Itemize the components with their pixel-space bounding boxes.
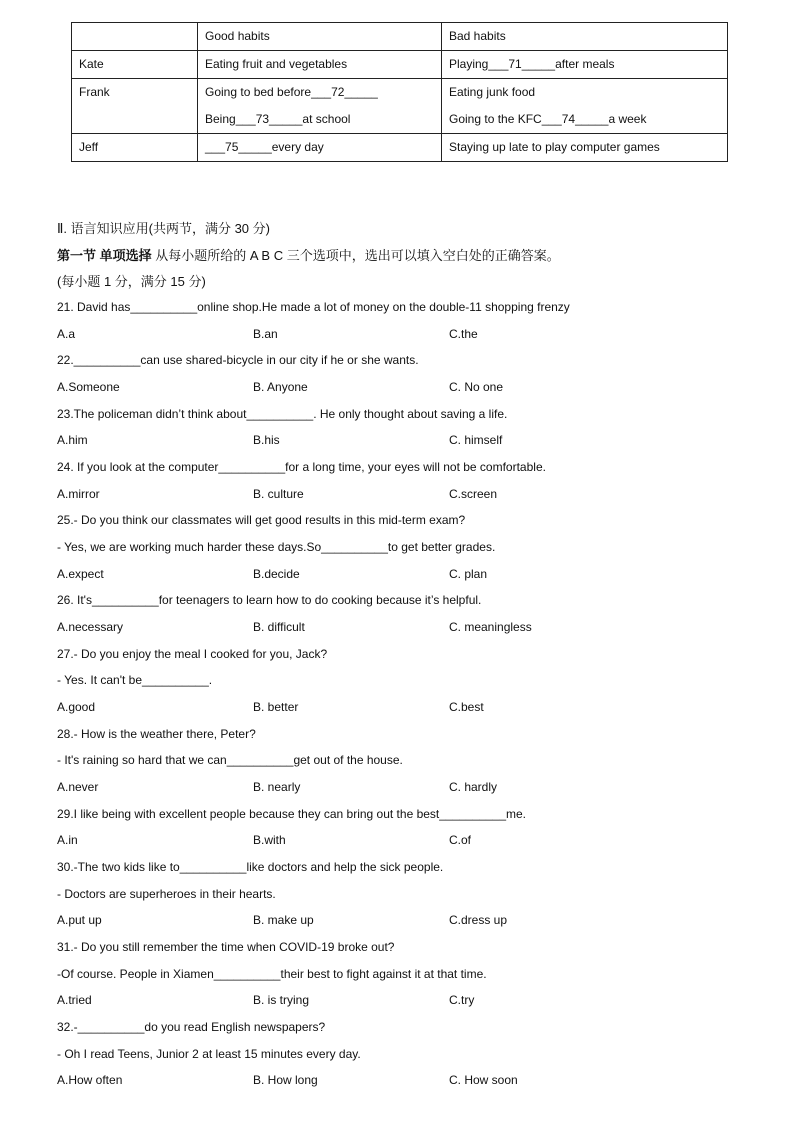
answer-option: A.tried [57,993,92,1007]
table-row [72,51,728,79]
answer-option: C.screen [449,487,498,501]
question-text: 28.- How is the weather there, Peter? [57,727,256,741]
header-cell: Bad habits [442,23,728,51]
bad-habit [442,134,728,162]
question-reply: - Yes, we are working much harder these days.So__________to get better grades. [57,540,496,554]
answer-option: B. difficult [253,620,305,634]
question-text: 31.- Do you still remember the time when COVID-19 broke out? [57,940,395,954]
good-habit [198,79,442,134]
question-text: 30.-The two kids like to__________like doctors and help the sick people. [57,860,444,874]
answer-option: A.good [57,700,96,714]
question-reply: - Oh I read Teens, Junior 2 at least 15 minutes every day. [57,1047,361,1061]
answer-option: A.Someone [57,380,120,394]
question-text: 23.The policeman didn’t think about__________. He only thought about saving a life. [57,407,508,421]
person-name: Kate [72,51,198,79]
question-reply: - Yes. It can't be__________. [57,673,213,687]
bad-habit [442,51,728,79]
part-heading [57,245,560,264]
question-text: 29.I like being with excellent people because they can bring out the best__________me. [57,807,526,821]
question-text: 21. David has__________online shop.He made a lot of money on the double-11 shopping frenzy [57,300,570,314]
question-text: 26. It's__________for teenagers to learn how to do cooking because it’s helpful. [57,593,482,607]
good-habit [198,51,442,79]
answer-option: C.of [449,833,472,847]
good-habit-text: Going to bed before___72_____ [205,85,378,99]
answer-option: B.with [253,833,286,847]
answer-option: B. How long [253,1073,318,1087]
answer-option: C. How soon [449,1073,518,1087]
header-cell [72,23,198,51]
good-habit-text: Being___73_____at school [205,112,351,126]
question-text: 27.- Do you enjoy the meal I cooked for you, Jack? [57,647,328,661]
answer-option: C.try [449,993,475,1007]
person-name: Frank [72,79,198,134]
answer-option: A.expect [57,567,104,581]
answer-option: B.his [253,433,280,447]
bad-habit-text: Staying up late to play computer games [449,140,660,154]
table-header-row [72,23,728,51]
part-note: (每小题 1 分，满分 15 分) [57,274,206,289]
answer-option: B.an [253,327,278,341]
answer-option: B. is trying [253,993,310,1007]
answer-option: C. plan [449,567,488,581]
answer-option: A.mirror [57,487,100,501]
answer-option: B. make up [253,913,314,927]
answer-option: A.in [57,833,78,847]
header-cell: Good habits [198,23,442,51]
answer-option: C.dress up [449,913,508,927]
part-instruction: 从每小题所给的 A B C 三个选项中，选出可以填入空白处的正确答案。 [155,248,560,263]
answer-option: C. meaningless [449,620,532,634]
answer-option: A.a [57,327,76,341]
question-text: 25.- Do you think our classmates will get good results in this mid-term exam? [57,513,466,527]
question-text: 32.-__________do you read English newspapers? [57,1020,326,1034]
part-label: 第一节 单项选择 [57,248,152,263]
good-habit-text: Eating fruit and vegetables [205,57,348,71]
bad-habit-text: Playing___71_____after meals [449,57,615,71]
answer-option: B.decide [253,567,300,581]
good-habit [198,134,442,162]
answer-option: A.necessary [57,620,124,634]
answer-option: B. nearly [253,780,301,794]
answer-option: A.him [57,433,88,447]
bad-habit-text: Going to the KFC___74_____a week [449,112,647,126]
good-habit-text: ___75_____every day [205,140,324,154]
answer-option: C. hardly [449,780,498,794]
bad-habit [442,79,728,134]
question-reply: -Of course. People in Xiamen__________their best to fight against it at that time. [57,967,487,981]
section-title: Ⅱ. 语言知识应用(共两节，满分 30 分) [57,221,270,236]
person-name: Jeff [72,134,198,162]
answer-option: A.How often [57,1073,123,1087]
table-row [72,134,728,162]
question-reply: - It's raining so hard that we can__________get out of the house. [57,753,403,767]
question-text: 24. If you look at the computer__________for a long time, your eyes will not be comfortable. [57,460,546,474]
answer-option: C.best [449,700,484,714]
bad-habit-text: Eating junk food [449,85,536,99]
answer-option: C. himself [449,433,503,447]
answer-option: B. Anyone [253,380,308,394]
answer-option: A.never [57,780,99,794]
question-text: 22.__________can use shared-bicycle in our city if he or she wants. [57,353,419,367]
habits-table [71,22,728,162]
answer-option: A.put up [57,913,102,927]
table-row [72,79,728,134]
answer-option: C. No one [449,380,504,394]
answer-option: B. culture [253,487,304,501]
answer-option: B. better [253,700,299,714]
answer-option: C.the [449,327,478,341]
question-reply: - Doctors are superheroes in their hearts. [57,887,276,901]
